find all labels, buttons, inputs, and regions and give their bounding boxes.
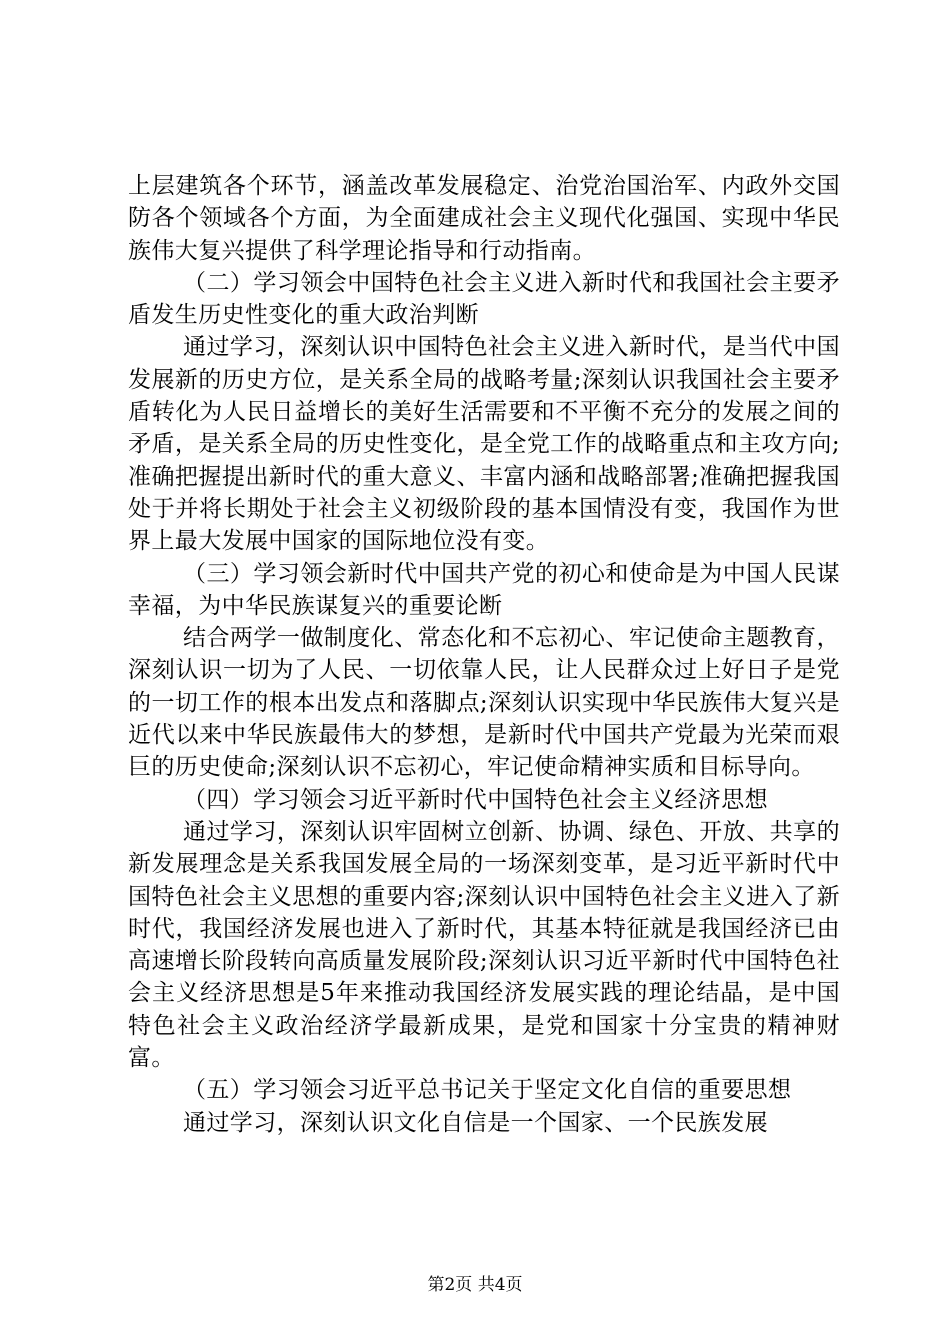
document-body xyxy=(128,170,840,1139)
paragraph-continuation: 上层建筑各个环节，涵盖改革发展稳定、治党治国治军、内政外交国防各个领域各个方面，为全面建成社会主义现代化强国、实现中华民族伟大复兴提供了科学理论指导和行动指南。 xyxy=(128,173,840,264)
section-body-5: 通过学习，深刻认识文化自信是一个国家、一个民族发展 xyxy=(183,1109,768,1136)
section-body-3: 结合两学一做制度化、常态化和不忘初心、牢记使命主题教育，深刻认识一切为了人民、一切依靠人民，让人民群众过上好日子是党的一切工作的根本出发点和落脚点;深刻认识实现中华民族伟大复兴是近代以来中华民族最伟大的梦想，是新时代中国共产党最为光荣而艰巨的历史使命;深刻认识不忘初心，牢记使命精神实质和目标导向。 xyxy=(128,625,840,781)
section-heading-4: （四）学习领会习近平新时代中国特色社会主义经济思想 xyxy=(183,786,768,813)
page-footer: 第2页 共4页 xyxy=(427,1275,523,1295)
section-body-4: 通过学习，深刻认识牢固树立创新、协调、绿色、开放、共享的新发展理念是关系我国发展全局的一场深刻变革，是习近平新时代中国特色社会主义思想的重要内容;深刻认识中国特色社会主义进入了新时代，我国经济发展也进入了新时代，其基本特征就是我国经济已由高速增长阶段转向高质量发展阶段;深刻认识习近平新时代中国特色社会主义经济思想是5年来推动我国经济发展实践的理论结晶，是中国特色社会主义政治经济学最新成果，是党和国家十分宝贵的精神财富。 xyxy=(128,818,840,1072)
section-heading-3: （三）学习领会新时代中国共产党的初心和使命是为中国人民谋幸福，为中华民族谋复兴的重要论断 xyxy=(128,560,840,619)
section-heading-5: （五）学习领会习近平总书记关于坚定文化自信的重要思想 xyxy=(183,1077,792,1104)
section-body-2: 通过学习，深刻认识中国特色社会主义进入新时代，是当代中国发展新的历史方位，是关系全局的战略考量;深刻认识我国社会主要矛盾转化为人民日益增长的美好生活需要和不平衡不充分的发展之间的矛盾，是关系全局的历史性变化，是全党工作的战略重点和主攻方向;准确把握提出新时代的重大意义、丰富内涵和战略部署;准确把握我国处于并将长期处于社会主义初级阶段的基本国情没有变，我国作为世界上最大发展中国家的国际地位没有变。 xyxy=(128,334,840,555)
section-heading-2: （二）学习领会中国特色社会主义进入新时代和我国社会主要矛盾发生历史性变化的重大政治判断 xyxy=(128,269,840,329)
